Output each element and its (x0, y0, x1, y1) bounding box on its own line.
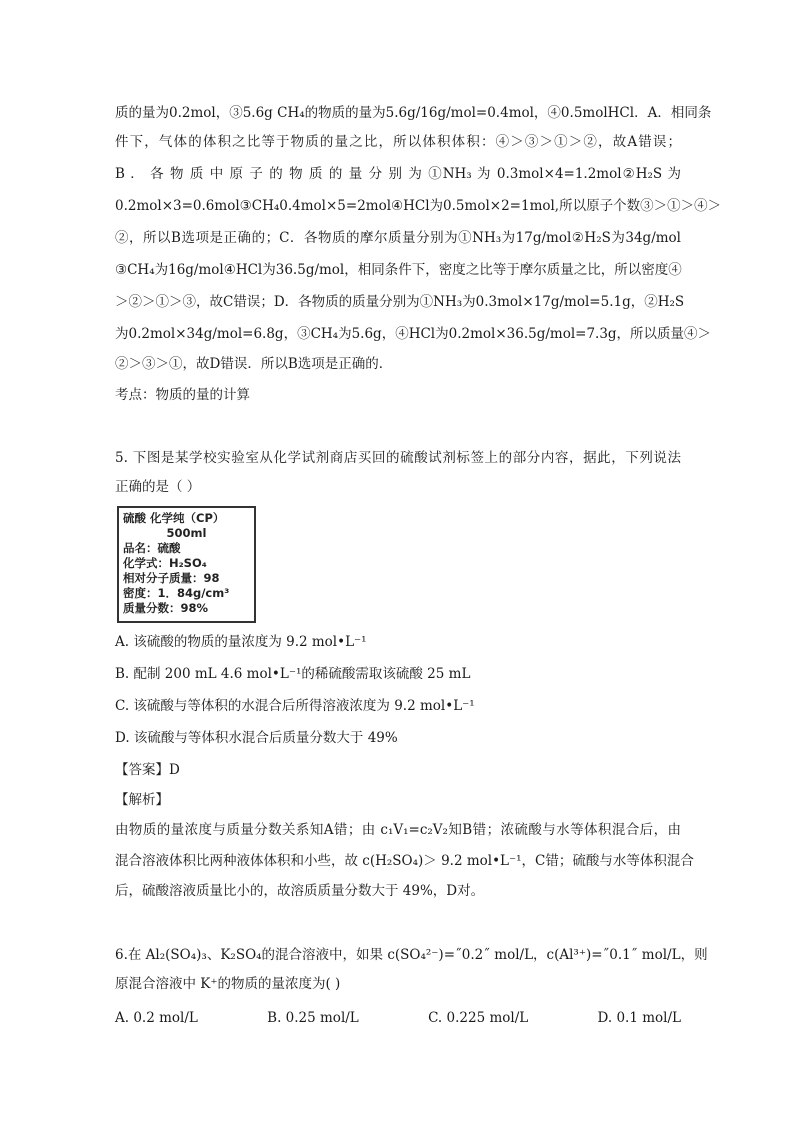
continuation-line-6: ③CH₄为16g/mol④HCl为36.5g/mol，相同条件下，密度之比等于摩尔质量之比，所以密度④ (115, 262, 682, 278)
label-volume: 500ml (166, 526, 207, 540)
q5-stem-line-1: 5. 下图是某学校实验室从化学试剂商店买回的硫酸试剂标签上的部分内容，据此，下列说法 (115, 450, 681, 466)
sulfuric-acid-reagent-label (117, 506, 256, 623)
label-product-name: 品名：硫酸 (123, 541, 181, 555)
continuation-line-1: 质的量为0.2mol，③5.6g CH₄的物质的量为5.6g/16g/mol=0.4mol，④0.5molHCl．A．相同条 (115, 105, 712, 121)
label-formula: 化学式：H₂SO₄ (123, 556, 207, 570)
q6-option-a: A. 0.2 mol/L (115, 1010, 198, 1026)
q5-analysis-line-3: 后，硫酸溶液质量比小的，故溶质质量分数大于 49%，D对。 (115, 883, 485, 899)
label-mass-fraction: 质量分数：98% (123, 601, 209, 615)
continuation-line-8: 为0.2mol×34g/mol=6.8g，③CH₄为5.6g，④HCl为0.2mol×36.5g/mol=7.3g，所以质量④＞ (115, 326, 712, 342)
q6-stem-line-1: 6.在 Al₂(SO₄)₃、K₂SO₄的混合溶液中，如果 c(SO₄²⁻)=˝0.2˝ mol/L，c(Al³⁺)=˝0.1˝ mol/L，则 (115, 947, 708, 963)
q5-analysis-line-1: 由物质的量浓度与质量分数关系知A错；由 c₁V₁=c₂V₂知B错；浓硫酸与水等体积混合后，由 (115, 822, 681, 838)
kaodian-note: 考点：物质的量的计算 (115, 387, 250, 403)
q5-option-d: D. 该硫酸与等体积水混合后质量分数大于 49% (115, 730, 398, 746)
continuation-line-4: 0.2mol×3=0.6mol③CH₄0.4mol×5=2mol④HCl为0.5mol×2=1mol,所以原子个数③＞①＞④＞ (115, 198, 722, 214)
q5-answer: 【答案】D (115, 762, 180, 778)
q5-option-c: C. 该硫酸与等体积的水混合后所得溶液浓度为 9.2 mol•L⁻¹ (115, 698, 475, 714)
continuation-line-5: ②，所以B选项是正确的；C．各物质的摩尔质量分别为①NH₃为17g/mol②H₂S为34g/mol (115, 230, 681, 246)
continuation-line-3: B ． 各 物 质 中 原 子 的 物 质 的 量 分 别 为 ①NH₃ 为 0.3mol×4=1.2mol②H₂S 为 (115, 166, 681, 182)
label-density: 密度：1．84g/cm³ (123, 586, 230, 600)
q5-analysis-title: 【解析】 (115, 792, 169, 808)
q5-option-b: B. 配制 200 mL 4.6 mol•L⁻¹的稀硫酸需取该硫酸 25 mL (115, 666, 471, 682)
continuation-line-9: ②＞③＞①，故D错误．所以B选项是正确的． (115, 356, 393, 372)
continuation-line-7: ＞②＞①＞③，故C错误；D．各物质的质量分别为①NH₃为0.3mol×17g/mol=5.1g，②H₂S (115, 294, 685, 310)
q5-option-a: A. 该硫酸的物质的量浓度为 9.2 mol•L⁻¹ (115, 634, 367, 650)
q5-stem-line-2: 正确的是（ ） (115, 479, 201, 495)
q6-option-c: C. 0.225 mol/L (428, 1010, 529, 1026)
q6-stem-line-2: 原混合溶液中 K⁺的物质的量浓度为( ) (115, 976, 341, 992)
q6-options (115, 1010, 681, 1026)
continuation-line-2: 件下，气体的体积之比等于物质的量之比，所以体积体积：④＞③＞①＞②，故A错误； (115, 134, 681, 150)
label-title: 硫酸 化学纯（CP） (123, 511, 225, 525)
q6-option-b: B. 0.25 mol/L (267, 1010, 359, 1026)
q6-option-d: D. 0.1 mol/L (597, 1010, 681, 1026)
label-molar-mass: 相对分子质量：98 (123, 571, 220, 585)
q5-analysis-line-2: 混合溶液体积比两种液体体积和小些，故 c(H₂SO₄)＞ 9.2 mol•L⁻¹，C错；硫酸与水等体积混合 (115, 853, 694, 869)
